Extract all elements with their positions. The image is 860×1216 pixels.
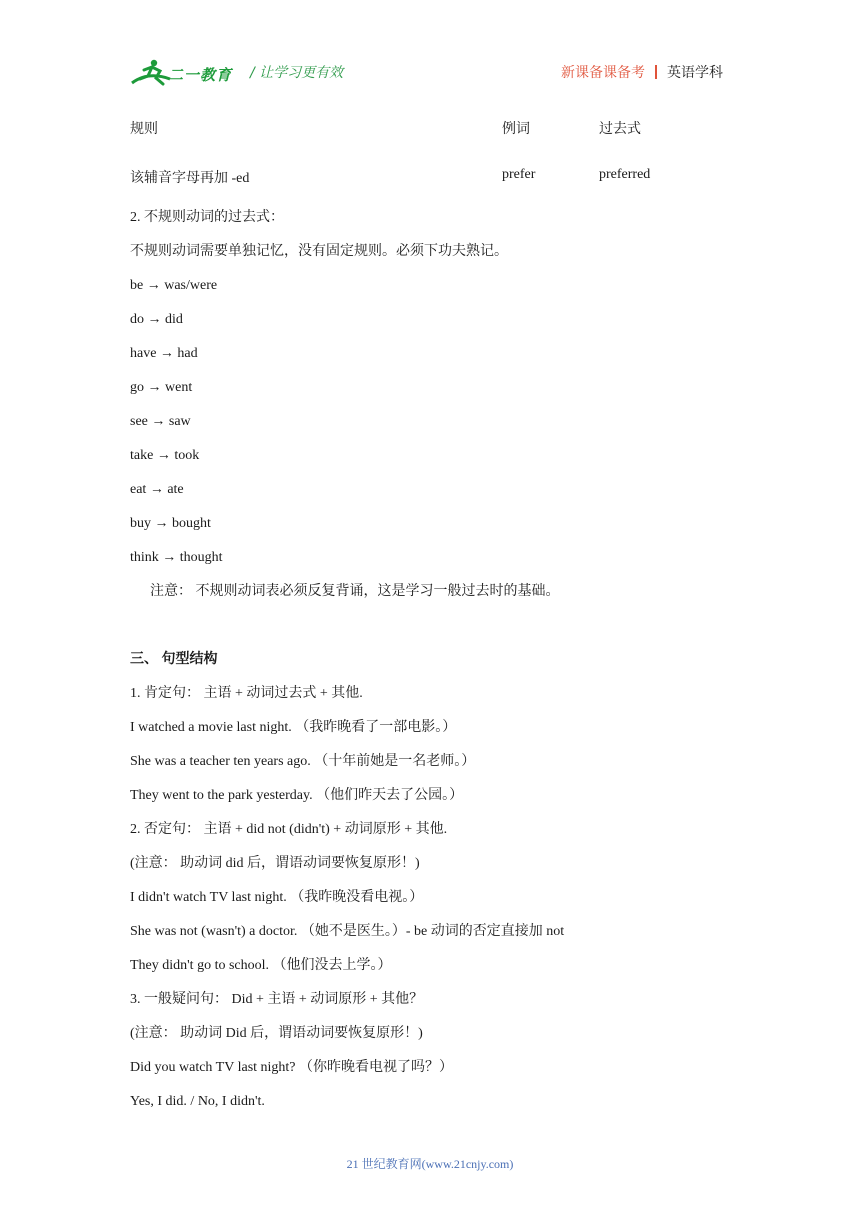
page-footer: 21 世纪教育网(www.21cnjy.com): [346, 1157, 514, 1171]
example-sentence: They didn't go to school. （他们没去上学。）: [130, 958, 392, 973]
structure-title: 2. 否定句： 主语 + did not (didn't) + 动词原形 + 其他.: [130, 822, 448, 837]
verb-item: buy → bought: [130, 516, 211, 531]
table-header-cell: 规则: [130, 122, 158, 137]
verb-item: be → was/were: [130, 278, 218, 293]
section-heading: 三、 句型结构: [130, 652, 218, 667]
table-header-cell: 过去式: [599, 122, 641, 137]
structure-title: 1. 肯定句： 主语 + 动词过去式 + 其他.: [130, 686, 363, 701]
section-subtitle: 2. 不规则动词的过去式：: [130, 210, 284, 225]
verb-item: go → went: [130, 380, 193, 395]
verb-item: do → did: [130, 312, 183, 327]
header-course-label: 新课备课备考: [561, 65, 645, 81]
example-sentence: She was a teacher ten years ago. （十年前她是一名老师。）: [130, 754, 476, 769]
page-header: [0, 0, 860, 100]
rule-table: [130, 118, 730, 187]
structure-title: 3. 一般疑问句： Did + 主语 + 动词原形 + 其他？: [130, 992, 424, 1007]
verb-item: eat → ate: [130, 482, 184, 497]
table-cell: prefer: [502, 167, 536, 182]
document-body: [130, 208, 750, 1126]
table-header-row: [130, 118, 730, 138]
verb-item: have → had: [130, 346, 198, 361]
spacer: [130, 616, 750, 650]
verb-item: take → took: [130, 448, 200, 463]
verb-item: see → saw: [130, 414, 191, 429]
verb-item: think → thought: [130, 550, 223, 565]
example-sentence: I didn't watch TV last night. （我昨晚没看电视。）: [130, 890, 424, 905]
example-sentence: Did you watch TV last night? （你昨晚看电视了吗？）: [130, 1060, 454, 1075]
table-header-cell: 例词: [502, 122, 530, 137]
header-slogan: / 让学习更有效: [250, 65, 344, 81]
example-sentence: Yes, I did. / No, I didn't.: [130, 1094, 265, 1109]
logo-text: 二一教育: [168, 66, 233, 84]
example-sentence: She was not (wasn't) a doctor. （她不是医生。）- be 动词的否定直接加 not: [130, 924, 565, 939]
header-subject-label: 英语学科: [667, 65, 723, 81]
paragraph: 不规则动词需要单独记忆，没有固定规则。必须下功夫熟记。: [130, 244, 508, 259]
table-row: [130, 167, 730, 187]
note-text: 注意： 不规则动词表必须反复背诵，这是学习一般过去时的基础。: [150, 584, 560, 599]
note-text: (注意： 助动词 Did 后，谓语动词要恢复原形！): [130, 1026, 423, 1041]
table-cell: 该辅音字母再加 -ed: [130, 171, 250, 186]
example-sentence: I watched a movie last night. （我昨晚看了一部电影。）: [130, 720, 457, 735]
note-text: (注意： 助动词 did 后，谓语动词要恢复原形！): [130, 856, 420, 871]
example-sentence: They went to the park yesterday. （他们昨天去了公园。）: [130, 788, 464, 803]
table-cell: preferred: [599, 167, 651, 182]
header-right: [561, 62, 723, 82]
header-divider: [655, 65, 657, 79]
